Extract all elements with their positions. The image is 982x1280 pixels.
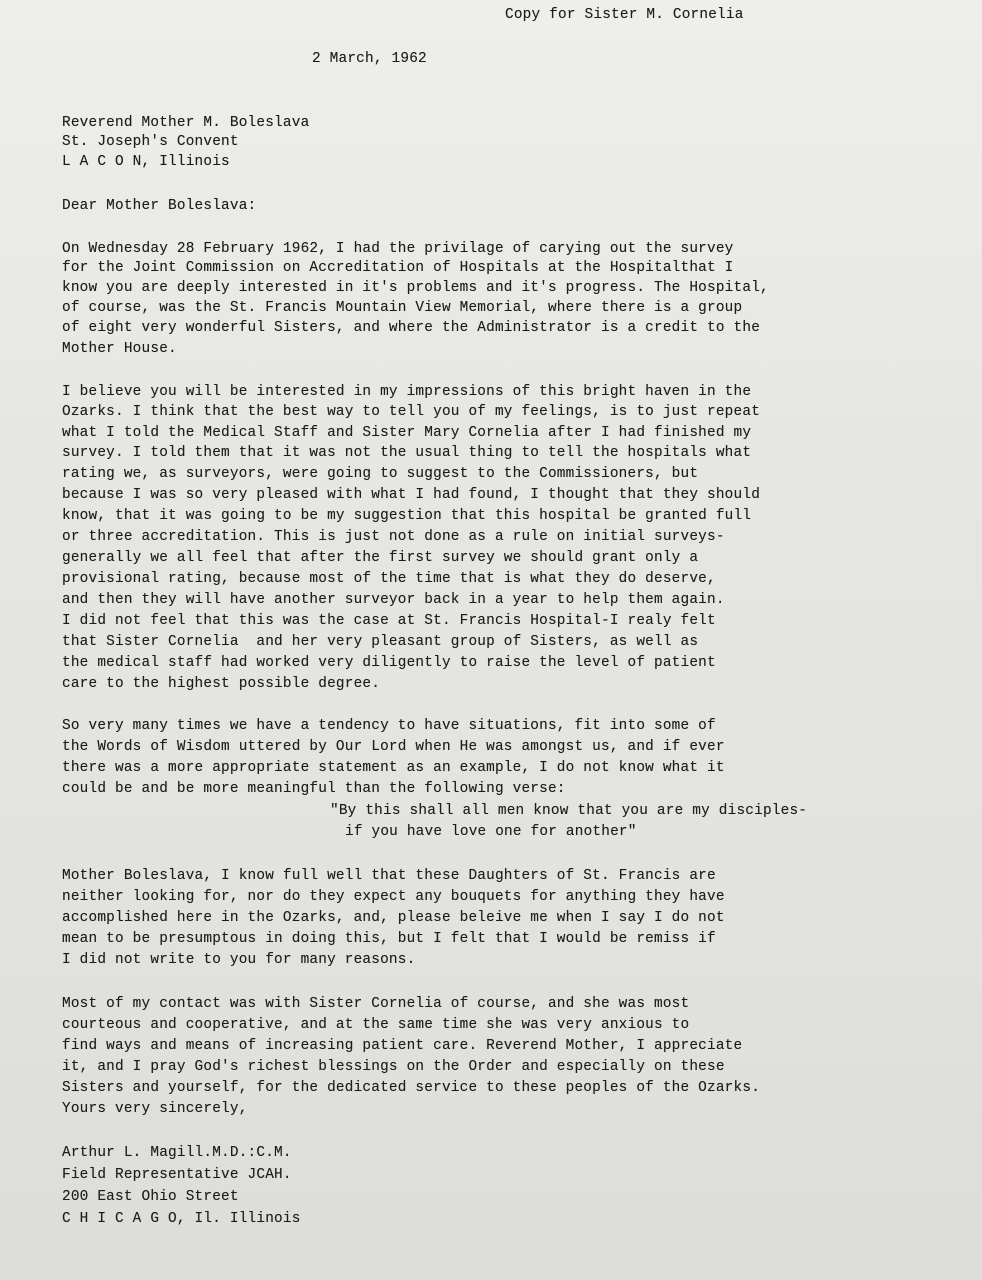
paragraph-1-line: of course, was the St. Francis Mountain View Memorial, where there is a group: [62, 300, 743, 316]
paragraph-4-line: accomplished here in the Ozarks, and, please beleive me when I say I do not: [62, 910, 725, 926]
paragraph-5-line: Most of my contact was with Sister Cornelia of course, and she was most: [62, 996, 690, 1012]
letter-date: 2 March, 1962: [312, 51, 427, 67]
paragraph-2-line: or three accreditation. This is just not done as a rule on initial surveys-: [62, 529, 725, 545]
paragraph-1-line: for the Joint Commission on Accreditation of Hospitals at the Hospitalthat I: [62, 260, 734, 276]
paragraph-1-line: know you are deeply interested in it's problems and it's progress. The Hospital,: [62, 280, 769, 296]
paragraph-2-line: provisional rating, because most of the time that is what they do deserve,: [62, 571, 716, 587]
paragraph-2-line: because I was so very pleased with what I had found, I thought that they should: [62, 487, 761, 503]
paragraph-2-line: Ozarks. I think that the best way to tell you of my feelings, is to just repeat: [62, 404, 761, 420]
closing: Yours very sincerely,: [62, 1101, 248, 1117]
paragraph-2-line: the medical staff had worked very diligently to raise the level of patient: [62, 655, 716, 671]
paragraph-4-line: Mother Boleslava, I know full well that these Daughters of St. Francis are: [62, 868, 716, 884]
paragraph-2-line: know, that it was going to be my suggestion that this hospital be granted full: [62, 508, 752, 524]
paragraph-2-line: care to the highest possible degree.: [62, 676, 381, 692]
paragraph-1-line: On Wednesday 28 February 1962, I had the privilage of carying out the survey: [62, 241, 734, 257]
paragraph-2-line: I believe you will be interested in my impressions of this bright haven in the: [62, 384, 752, 400]
signatory-street: 200 East Ohio Street: [62, 1189, 239, 1205]
paragraph-2-line: that Sister Cornelia and her very pleasant group of Sisters, as well as: [62, 634, 699, 650]
paragraph-1-line: of eight very wonderful Sisters, and where the Administrator is a credit to the: [62, 320, 761, 336]
paragraph-1-line: Mother House.: [62, 341, 177, 357]
paragraph-2-line: survey. I told them that it was not the usual thing to tell the hospitals what: [62, 445, 752, 461]
paragraph-5-line: courteous and cooperative, and at the same time she was very anxious to: [62, 1017, 690, 1033]
paragraph-2-line: generally we all feel that after the first survey we should grant only a: [62, 550, 699, 566]
verse-line: "By this shall all men know that you are my disciples-: [330, 803, 808, 819]
salutation: Dear Mother Boleslava:: [62, 198, 257, 214]
paragraph-5-line: Sisters and yourself, for the dedicated service to these peoples of the Ozarks.: [62, 1080, 761, 1096]
paragraph-3-line: So very many times we have a tendency to have situations, fit into some of: [62, 718, 716, 734]
paragraph-3-line: the Words of Wisdom uttered by Our Lord when He was amongst us, and if ever: [62, 739, 725, 755]
recipient-convent: St. Joseph's Convent: [62, 134, 239, 150]
recipient-city: L A C O N, Illinois: [62, 154, 230, 170]
recipient-name: Reverend Mother M. Boleslava: [62, 115, 310, 131]
paragraph-5-line: find ways and means of increasing patient care. Reverend Mother, I appreciate: [62, 1038, 743, 1054]
signatory-city: C H I C A G O, Il. Illinois: [62, 1211, 301, 1227]
paragraph-3-line: there was a more appropriate statement as an example, I do not know what it: [62, 760, 725, 776]
paragraph-5-line: it, and I pray God's richest blessings on the Order and especially on these: [62, 1059, 725, 1075]
verse-line: if you have love one for another": [345, 824, 637, 840]
signatory-name: Arthur L. Magill.M.D.:C.M.: [62, 1145, 292, 1161]
copy-note: Copy for Sister M. Cornelia: [505, 7, 744, 23]
paragraph-4-line: neither looking for, nor do they expect any bouquets for anything they have: [62, 889, 725, 905]
paragraph-3-line: could be and be more meaningful than the following verse:: [62, 781, 566, 797]
paragraph-2-line: and then they will have another surveyor back in a year to help them again.: [62, 592, 725, 608]
paragraph-2-line: rating we, as surveyors, were going to suggest to the Commissioners, but: [62, 466, 699, 482]
paragraph-4-line: I did not write to you for many reasons.: [62, 952, 416, 968]
paragraph-2-line: I did not feel that this was the case at St. Francis Hospital-I realy felt: [62, 613, 716, 629]
signatory-title: Field Representative JCAH.: [62, 1167, 292, 1183]
paragraph-2-line: what I told the Medical Staff and Sister Mary Cornelia after I had finished my: [62, 425, 752, 441]
paragraph-4-line: mean to be presumptous in doing this, but I felt that I would be remiss if: [62, 931, 716, 947]
